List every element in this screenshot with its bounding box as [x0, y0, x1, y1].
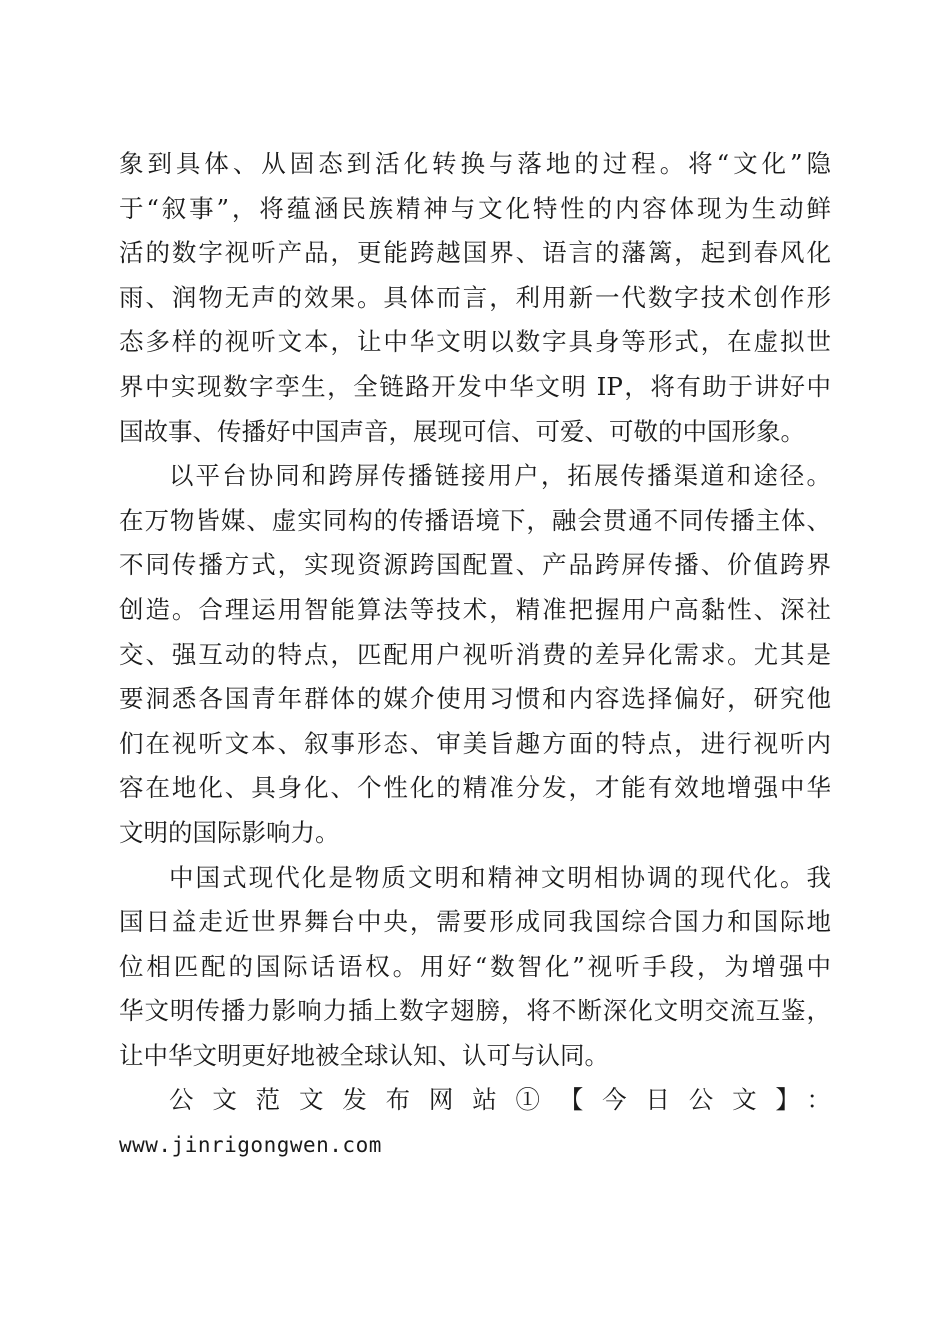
paragraph-line: 象到具体、从固态到活化转换与落地的过程。将“文化”隐: [119, 149, 831, 178]
paragraph-line: 于“叙事”，将蕴涵民族精神与文化特性的内容体现为生动鲜: [119, 193, 831, 223]
paragraph-line: 文明的国际影响力。: [119, 817, 340, 847]
paragraph-line: 让中华文明更好地被全球认知、认可与认同。: [119, 1040, 609, 1070]
document-body: [119, 142, 831, 1168]
paragraph-line: 不同传播方式，实现资源跨国配置、产品跨屏传播、价值跨界: [119, 550, 831, 580]
paragraph-line: 华文明传播力影响力插上数字翅膀，将不断深化文明交流互鉴，: [119, 996, 831, 1026]
footer-url: www.jinrigongwen.com: [119, 1133, 382, 1158]
paragraph-line: 态多样的视听文本，让中华文明以数字具身等形式，在虚拟世: [119, 327, 831, 357]
paragraph-line: 雨、润物无声的效果。具体而言，利用新一代数字技术创作形: [119, 282, 831, 312]
paragraph-line: 国日益走近世界舞台中央，需要形成同我国综合国力和国际地: [119, 907, 831, 937]
paragraph-line: 要洞悉各国青年群体的媒介使用习惯和内容选择偏好，研究他: [119, 684, 831, 714]
paragraph-line: 创造。合理运用智能算法等技术，精准把握用户高黏性、深社: [119, 594, 831, 624]
paragraph-line: 国故事、传播好中国声音，展现可信、可爱、可敬的中国形象。: [119, 416, 805, 446]
paragraph-line: 活的数字视听产品，更能跨越国界、语言的藩篱，起到春风化: [119, 238, 831, 268]
paragraph-line: 中国式现代化是物质文明和精神文明相协调的现代化。我: [169, 862, 831, 892]
paragraph-line: 位相匹配的国际话语权。用好“数智化”视听手段，为增强中: [119, 951, 831, 981]
paragraph-line: 们在视听文本、叙事形态、审美旨趣方面的特点，进行视听内: [119, 728, 831, 758]
paragraph-line: 界中实现数字孪生，全链路开发中华文明 IP，将有助于讲好中: [119, 371, 831, 401]
paragraph-line: 在万物皆媒、虚实同构的传播语境下，融会贯通不同传播主体、: [119, 505, 831, 535]
footer-note: [119, 1078, 831, 1167]
paragraph-line: 交、强互动的特点，匹配用户视听消费的差异化需求。尤其是: [119, 639, 831, 669]
paragraph-line: 以平台协同和跨屏传播链接用户，拓展传播渠道和途径。: [169, 461, 831, 491]
paragraph-line: 容在地化、具身化、个性化的精准分发，才能有效地增强中华: [119, 773, 831, 803]
paragraph-2: [119, 454, 831, 855]
paragraph-1: [119, 142, 831, 454]
footer-site-label: 公文范文发布网站①【今日公文】：: [169, 1085, 831, 1115]
paragraph-3: [119, 856, 831, 1079]
